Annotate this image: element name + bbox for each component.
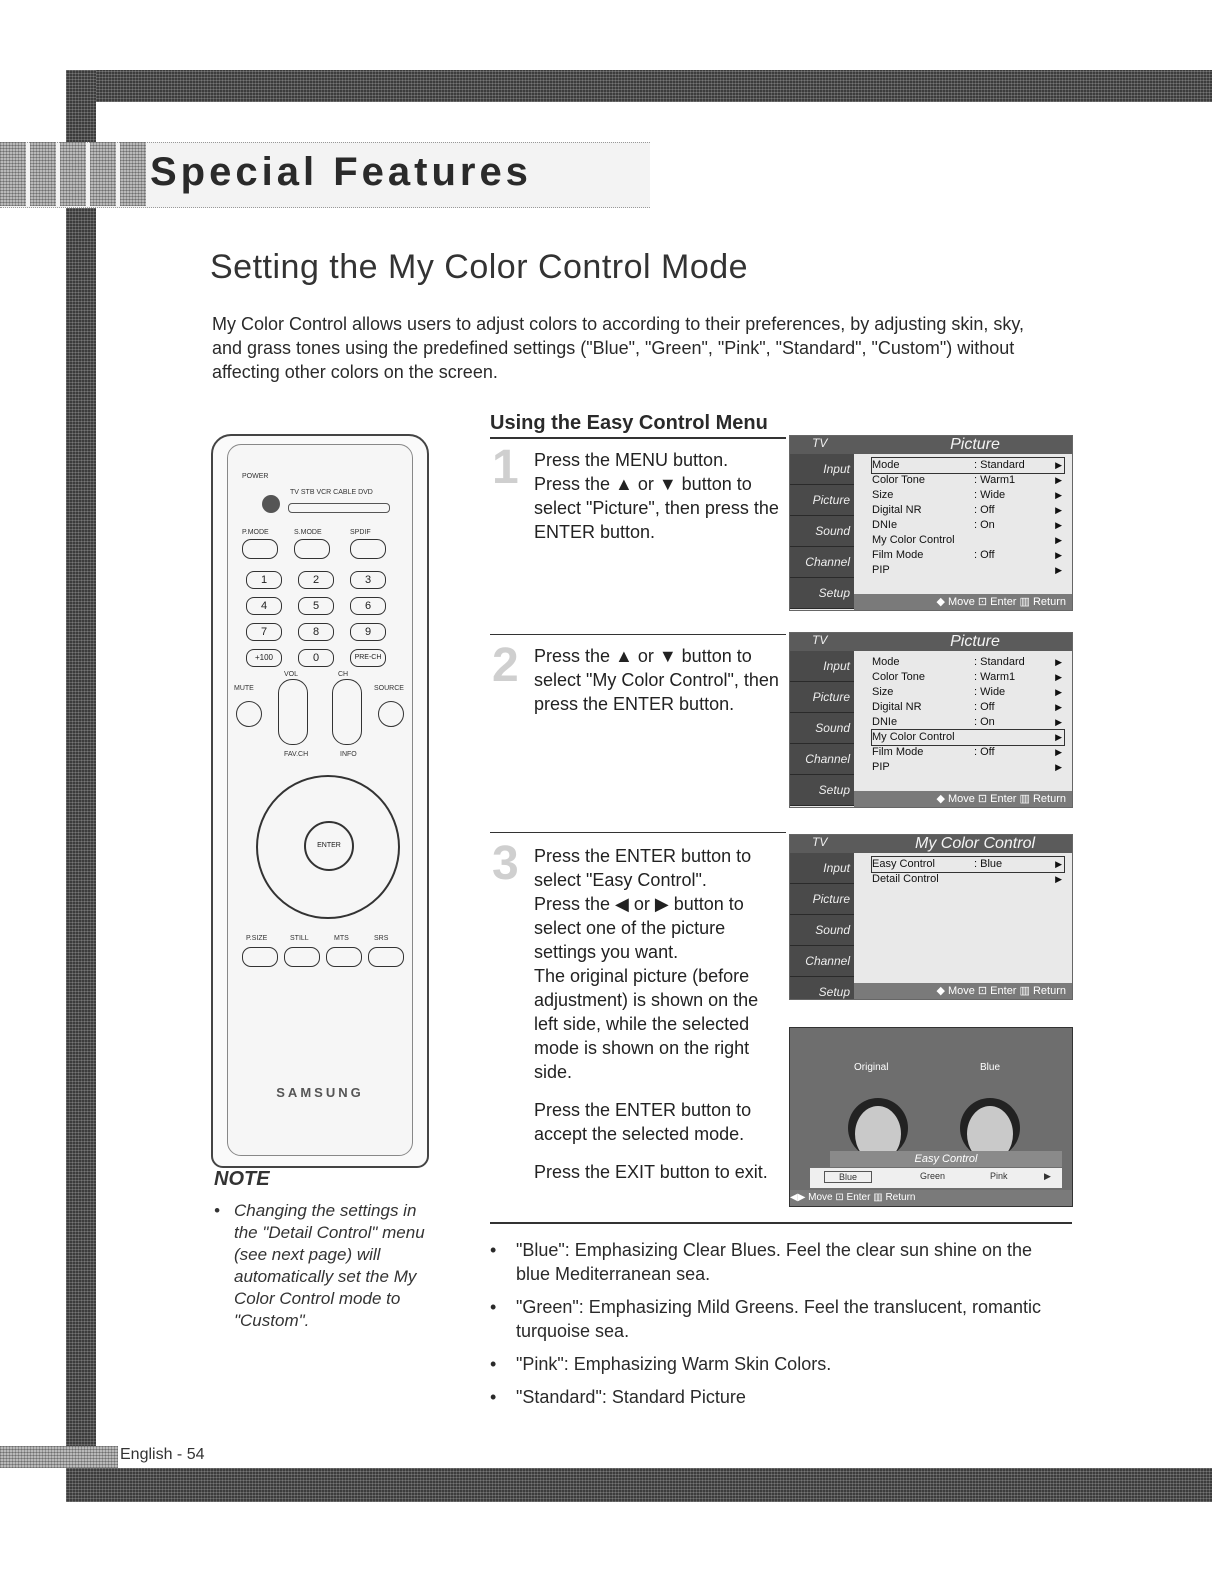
arrow-right-icon: ▶ [1055, 490, 1062, 500]
osd-side-item: Sound [790, 516, 854, 547]
step-3-line: Press the ENTER button to select "Easy Control". [534, 846, 752, 890]
arrow-right-icon: ▶ [1055, 874, 1062, 884]
section-title: Special Features [150, 150, 532, 194]
smode-button [294, 539, 330, 559]
num-button: +100 [246, 649, 282, 667]
samsung-logo: SAMSUNG [276, 1085, 364, 1100]
spdif-button [350, 539, 386, 559]
mts-button [326, 947, 362, 967]
osd-row: My Color Control ▶ [872, 731, 1062, 743]
intro-paragraph: My Color Control allows users to adjust colors to according to their preferences, by adjusting skin, sky, and grass tones using the predefined settings ("Blue", "Green", "Pink", "Standard", "Custom") without affecting other colors on the screen. [212, 314, 1025, 382]
pmode-label: P.MODE [242, 529, 269, 536]
step-2-number: 2 [492, 639, 519, 692]
osd-footer: ◆ Move ⊡ Enter ▥ Return [854, 594, 1072, 610]
osd-tab-tv: TV [812, 436, 828, 450]
osd-side-item: Picture [790, 485, 854, 516]
osd-tab-tv: TV [812, 835, 828, 849]
num-button: 6 [350, 597, 386, 615]
bullet-icon: • [214, 1201, 220, 1220]
arrow-right-icon: ▶ [1055, 762, 1062, 772]
osd-row: Film Mode : Off ▶ [872, 746, 1062, 758]
osd-side-item: Channel [790, 547, 854, 578]
note-title: NOTE [214, 1168, 270, 1190]
mts-label: MTS [334, 935, 349, 942]
remote-control [211, 434, 429, 1168]
osd-row: PIP ▶ [872, 564, 1062, 576]
page-title: Setting the My Color Control Mode [210, 248, 749, 286]
power-label: POWER [242, 473, 269, 480]
preview-right-label: Blue [980, 1062, 1001, 1073]
arrow-right-icon: ▶ [1055, 475, 1062, 485]
osd-tab-tv: TV [812, 633, 828, 647]
num-button: 8 [298, 623, 334, 641]
page-number: English - 54 [120, 1446, 205, 1463]
rule-step3 [490, 832, 786, 833]
left-decor-band [66, 70, 96, 1502]
preview-left-label: Original [854, 1062, 889, 1073]
osd-side-item: Sound [790, 915, 854, 946]
smode-label: S.MODE [294, 529, 322, 536]
info-label: INFO [340, 751, 357, 758]
num-button: 5 [298, 597, 334, 615]
step-1-number: 1 [492, 441, 519, 494]
osd-footer: ◆ Move ⊡ Enter ▥ Return [854, 983, 1072, 999]
source-button [378, 701, 404, 727]
easy-control-preview-image [789, 1027, 1073, 1207]
rule-bullets [490, 1222, 1072, 1224]
osd-picture-menu-2 [789, 632, 1073, 808]
osd-side-item: Setup [790, 977, 854, 1000]
note-body [214, 1200, 444, 1332]
osd-side-item: Picture [790, 884, 854, 915]
mute-icon [236, 701, 262, 727]
step-1-line: Press the MENU button. [534, 450, 729, 470]
osd-row: PIP ▶ [872, 761, 1062, 773]
list-item: • "Green": Emphasizing Mild Greens. Feel the translucent, romantic turquoise sea. [490, 1297, 1042, 1341]
srs-button [368, 947, 404, 967]
step-1-line: Press the ▲ or ▼ button to select "Picture", then press the ENTER button. [534, 474, 779, 542]
arrow-right-icon: ▶ [1044, 1171, 1051, 1181]
num-button: 1 [246, 571, 282, 589]
num-button: 2 [298, 571, 334, 589]
step-3-line: The original picture (before adjustment) is shown on the left side, while the selected mode is shown on the right side. [534, 966, 759, 1082]
osd-side-item: Sound [790, 713, 854, 744]
osd-row: DNIe : On ▶ [872, 519, 1062, 531]
step-3-line [534, 1084, 774, 1098]
enter-button: ENTER [304, 821, 354, 871]
arrow-right-icon: ▶ [1055, 702, 1062, 712]
osd-row: Size : Wide ▶ [872, 686, 1062, 698]
option-pink: Pink [990, 1171, 1008, 1181]
osd-my-color-control-menu [789, 834, 1073, 1000]
list-item: • "Pink": Emphasizing Warm Skin Colors. [490, 1354, 832, 1374]
osd-row: Easy Control : Blue ▶ [872, 858, 1062, 870]
osd-row: Film Mode : Off ▶ [872, 549, 1062, 561]
easy-control-title: Easy Control [830, 1151, 1062, 1167]
num-button: 3 [350, 571, 386, 589]
header-decor-squares [0, 142, 148, 206]
source-label: SOURCE [374, 685, 404, 692]
channel-rocker [332, 679, 362, 745]
preview-footer: ◀▶ Move ⊡ Enter ▥ Return [790, 1190, 1072, 1206]
bottom-decor-band [66, 1468, 1212, 1502]
osd-side-nav [790, 651, 854, 806]
arrow-right-icon: ▶ [1055, 747, 1062, 757]
arrow-right-icon: ▶ [1055, 717, 1062, 727]
osd-side-nav [790, 853, 854, 1000]
favch-label: FAV.CH [284, 751, 309, 758]
bullet-icon: • [490, 1240, 497, 1260]
step-3-line [534, 1146, 774, 1160]
list-item: • "Blue": Emphasizing Clear Blues. Feel the clear sun shine on the blue Mediterranean sea. [490, 1240, 1033, 1284]
mute-label: MUTE [234, 685, 254, 692]
osd-title: My Color Control [914, 835, 1036, 852]
osd-side-item: Input [790, 454, 854, 485]
arrow-right-icon: ▶ [1055, 460, 1062, 470]
easy-control-options [810, 1168, 1062, 1188]
bullet-icon: • [490, 1354, 497, 1374]
osd-row: Mode : Standard ▶ [872, 656, 1062, 668]
rule-step1 [490, 437, 786, 439]
osd-side-item: Channel [790, 946, 854, 977]
step-2-line: Press the ▲ or ▼ button to select "My Color Control", then press the ENTER button. [534, 646, 779, 714]
osd-side-item: Input [790, 651, 854, 682]
osd-row: Color Tone : Warm1 ▶ [872, 474, 1062, 486]
osd-footer: ◆ Move ⊡ Enter ▥ Return [854, 791, 1072, 807]
osd-row: Color Tone : Warm1 ▶ [872, 671, 1062, 683]
footer-decor-squares [0, 1446, 118, 1468]
osd-picture-menu-1 [789, 435, 1073, 611]
still-button [284, 947, 320, 967]
osd-row: Digital NR : Off ▶ [872, 701, 1062, 713]
psize-label: P.SIZE [246, 935, 268, 942]
num-button: PRE-CH [350, 649, 386, 667]
mode-description-list [490, 1238, 1050, 1418]
num-button: 9 [350, 623, 386, 641]
osd-side-item: Picture [790, 682, 854, 713]
osd-row: DNIe : On ▶ [872, 716, 1062, 728]
osd-row: My Color Control ▶ [872, 534, 1062, 546]
osd-side-nav [790, 454, 854, 609]
osd-row: Detail Control ▶ [872, 873, 1062, 885]
osd-side-item: Setup [790, 775, 854, 806]
still-label: STILL [290, 935, 309, 942]
vol-label: VOL [284, 671, 299, 678]
rule-step2 [490, 634, 786, 635]
arrow-right-icon: ▶ [1055, 657, 1062, 667]
psize-button [242, 947, 278, 967]
arrow-right-icon: ▶ [1055, 505, 1062, 515]
step-2-text [534, 644, 784, 716]
arrow-right-icon: ▶ [1055, 535, 1062, 545]
osd-side-item: Setup [790, 578, 854, 609]
num-button: 4 [246, 597, 282, 615]
option-blue: Blue [824, 1171, 872, 1183]
device-modes: TV STB VCR CABLE DVD [290, 489, 373, 496]
step-3-line: Press the ENTER button to accept the selected mode. [534, 1100, 752, 1144]
arrow-right-icon: ▶ [1055, 550, 1062, 560]
arrow-right-icon: ▶ [1055, 520, 1062, 530]
section-heading: Using the Easy Control Menu [490, 412, 768, 434]
arrow-right-icon: ▶ [1055, 859, 1062, 869]
step-3-line: Press the ◀ or ▶ button to select one of the picture settings you want. [534, 894, 744, 962]
arrow-right-icon: ▶ [1055, 687, 1062, 697]
power-icon [262, 495, 280, 513]
srs-label: SRS [374, 935, 389, 942]
osd-title: Picture [950, 633, 1000, 650]
pmode-button [242, 539, 278, 559]
osd-row: Size : Wide ▶ [872, 489, 1062, 501]
osd-side-item: Channel [790, 744, 854, 775]
top-decor-band [66, 70, 1212, 102]
step-3-line: Press the EXIT button to exit. [534, 1162, 768, 1182]
mode-selector [288, 503, 390, 513]
list-item: • "Standard": Standard Picture [490, 1387, 746, 1407]
ch-label: CH [338, 671, 349, 678]
step-3-text [534, 844, 774, 1184]
arrow-right-icon: ▶ [1055, 672, 1062, 682]
step-1-text [534, 448, 784, 544]
spdif-label: SPDIF [350, 529, 371, 536]
step-3-number: 3 [492, 837, 519, 890]
bullet-icon: • [490, 1297, 497, 1317]
arrow-right-icon: ▶ [1055, 565, 1062, 575]
osd-title: Picture [950, 436, 1000, 453]
num-button: 7 [246, 623, 282, 641]
osd-side-item: Input [790, 853, 854, 884]
option-green: Green [920, 1171, 946, 1181]
num-button: 0 [298, 649, 334, 667]
note-text: Changing the settings in the "Detail Control" menu (see next page) will automatically set the My Color Control mode to "Custom". [234, 1201, 425, 1330]
arrow-right-icon: ▶ [1055, 732, 1062, 742]
volume-rocker [278, 679, 308, 745]
osd-row: Digital NR : Off ▶ [872, 504, 1062, 516]
bullet-icon: • [490, 1387, 497, 1407]
osd-row: Mode : Standard ▶ [872, 459, 1062, 471]
